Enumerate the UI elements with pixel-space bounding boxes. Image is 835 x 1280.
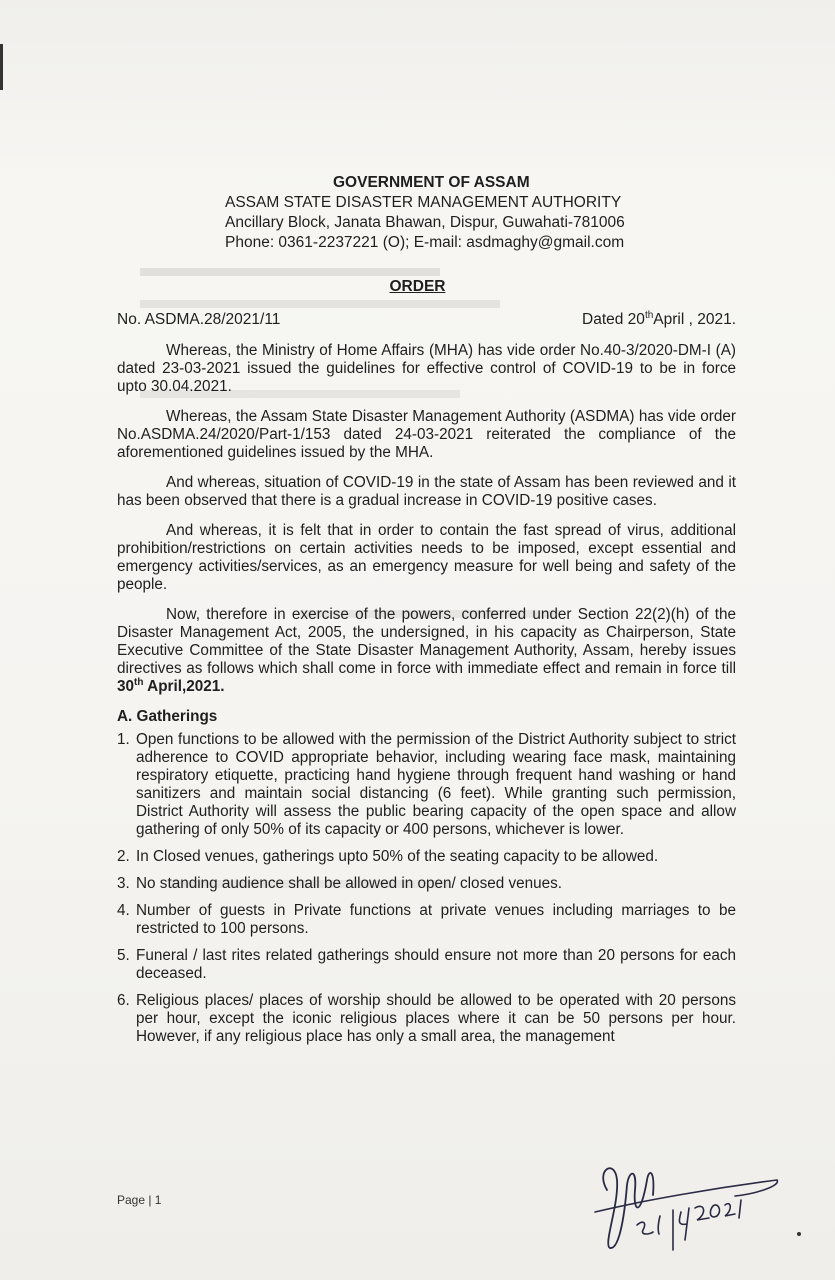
- scan-dot: [797, 1232, 801, 1236]
- order-title: ORDER: [389, 278, 446, 295]
- list-item: 5. Funeral / last rites related gatherings should ensure not more than 20 persons for each deceased.: [117, 947, 736, 982]
- whereas-paragraph: And whereas, situation of COVID-19 in the state of Assam has been reviewed and it has been observed that there is a gradual increase in COVID-19 positive cases.: [117, 474, 736, 509]
- list-item: 3. No standing audience shall be allowed in open/ closed venues.: [117, 875, 563, 892]
- handwritten-signature: [585, 1150, 785, 1260]
- whereas-paragraph: Whereas, the Ministry of Home Affairs (MHA) has vide order No.40-3/2020-DM-I (A) dated 23-03-2021 issued the guidelines for effective control of COVID-19 to be in force upto 30.04.2021.: [117, 342, 736, 395]
- page-number: Page | 1: [117, 1193, 162, 1207]
- list-item: 2. In Closed venues, gatherings upto 50% of the seating capacity to be allowed.: [117, 848, 659, 865]
- letterhead: [225, 173, 665, 253]
- whereas-paragraph: And whereas, it is felt that in order to contain the fast spread of virus, additional prohibition/restrictions on certain activities needs to be imposed, except essential and emergency activities/services, as an emergency measure for well being and safety of the people.: [117, 522, 736, 593]
- order-body: [117, 342, 736, 1055]
- order-date: Dated 20thApril , 2021.: [582, 309, 736, 328]
- bleed-through-mark: [140, 268, 440, 276]
- authority-contact: Phone: 0361-2237221 (O); E-mail: asdmaghy@gmail.com: [225, 234, 625, 251]
- reference-line: [117, 311, 736, 329]
- list-item: 6. Religious places/ places of worship should be allowed to be operated with 20 persons per hour, except the iconic religious places where it can be 50 persons per hour. However, if any religious place has only a small area, the management: [117, 992, 736, 1045]
- section-title: A. Gatherings: [117, 708, 218, 725]
- directive-paragraph: Now, therefore in exercise of the powers, conferred under Section 22(2)(h) of the Disaster Management Act, 2005, the undersigned, in his capacity as Chairperson, State Executive Committee of the State Disaster Management Authority, Assam, hereby issues directives as follows which shall come in force with immediate effect and remain in force till 30th April,2021.: [117, 606, 736, 695]
- gatherings-list: [117, 731, 736, 1046]
- whereas-paragraph: Whereas, the Assam State Disaster Management Authority (ASDMA) has vide order No.ASDMA.24/2020/Part-1/153 dated 24-03-2021 reiterated the compliance of the aforementioned guidelines issued by the MHA.: [117, 408, 736, 461]
- bleed-through-mark: [140, 300, 500, 308]
- authority-name: ASSAM STATE DISASTER MANAGEMENT AUTHORITY: [225, 194, 622, 211]
- government-title: GOVERNMENT OF ASSAM: [333, 174, 530, 191]
- list-item: 4. Number of guests in Private functions at private venues including marriages to be restricted to 100 persons.: [117, 902, 736, 937]
- order-number: No. ASDMA.28/2021/11: [117, 311, 281, 328]
- scan-edge-mark: [0, 44, 3, 90]
- authority-address: Ancillary Block, Janata Bhawan, Dispur, Guwahati-781006: [225, 214, 625, 231]
- list-item: 1. Open functions to be allowed with the permission of the District Authority subject to strict adherence to COVID appropriate behavior, including wearing face mask, maintaining respiratory etiquette, practicing hand hygiene through frequent hand washing or hand sanitizers and maintain social distancing (6 feet). While granting such permission, District Authority will assess the public bearing capacity of the open space and allow gathering of only 50% of its capacity or 400 persons, whichever is lower.: [117, 731, 736, 838]
